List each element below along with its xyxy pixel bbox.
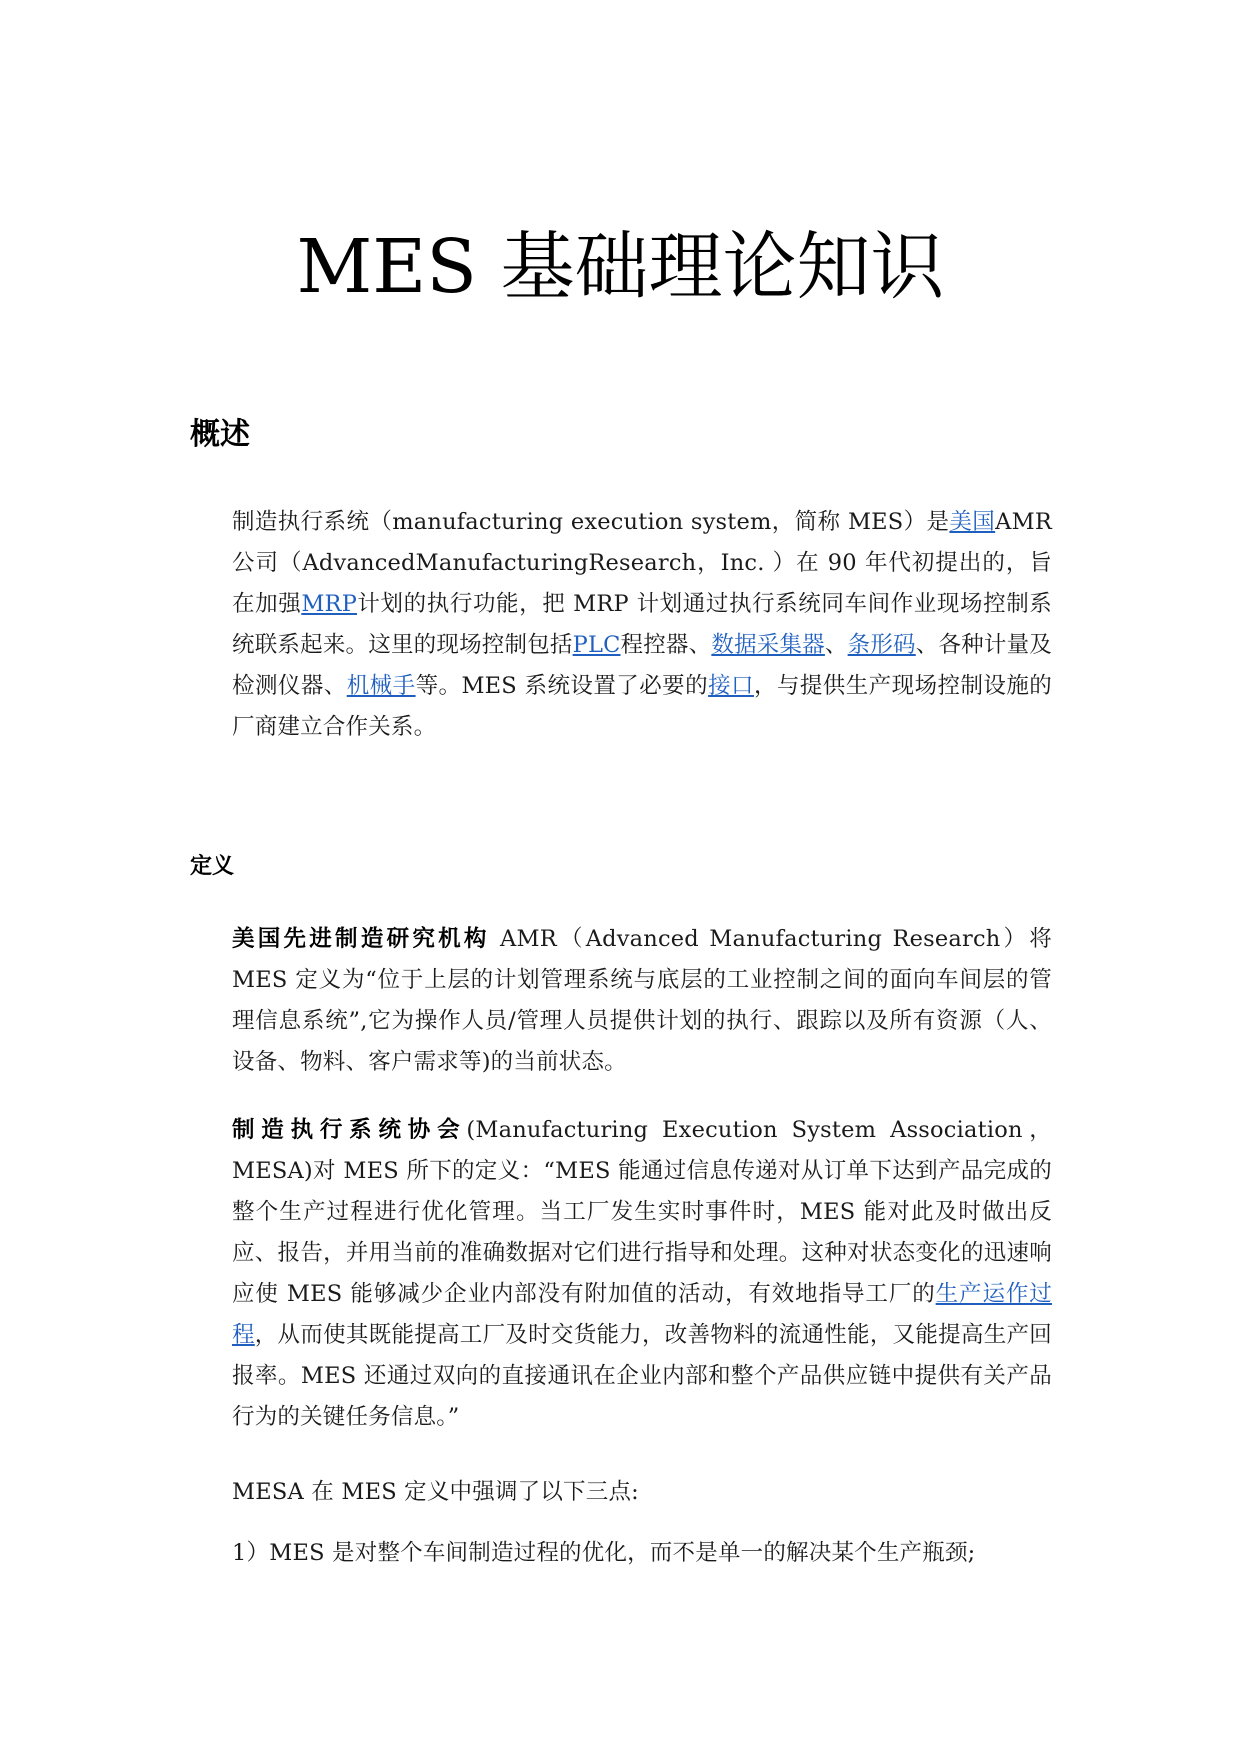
link-robot-arm[interactable]: 机械手 (346, 673, 416, 699)
section-heading-overview: 概述 (190, 417, 250, 452)
bold-term-mesa: 制造执行系统协会 (232, 1117, 467, 1143)
link-barcode[interactable]: 条形码 (847, 632, 916, 658)
text-segment: (Manufacturing Execution System Association，MESA)对 MES 所下的定义：“MES 能通过信息传递对从订单下达到产品完成的整个生产过程进行优化管理。当工厂发生实时事件时，MES 能对此及时做出反应、报告，并用当前的准确数据对它们进行指导和处理。这种对状态变化的迅速响应使 MES 能够减少企业内部没有附加值的活动，有效地指导工厂的 (232, 1117, 1052, 1307)
definition-paragraph-amr (232, 919, 1052, 1083)
document-title: MES 基础理论知识 (296, 224, 945, 310)
text-segment: AMR 公司（AdvancedManufacturingResearch，Inc. ）在 90 年代初提出的，旨在加强 (232, 509, 1052, 617)
text-segment: 制造执行系统（manufacturing execution system，简称 MES）是 (232, 509, 950, 535)
link-production-operation[interactable]: 生产运作过程 (232, 1281, 1052, 1348)
link-plc[interactable]: PLC (572, 632, 621, 658)
overview-paragraph (232, 502, 1052, 748)
text-segment: 计划的执行功能，把 MRP 计划通过执行系统同车间作业现场控制系统联系起来。这里的现场控制包括 (232, 591, 1052, 658)
link-data-collector[interactable]: 数据采集器 (711, 632, 825, 658)
text-segment: ，从而使其既能提高工厂及时交货能力，改善物料的流通性能，又能提高生产回报率。MES 还通过双向的直接通讯在企业内部和整个产品供应链中提供有关产品行为的关键任务信息。” (232, 1322, 1052, 1430)
text-segment: 、各种计量及检测仪器、 (232, 632, 1052, 699)
text-segment: AMR（Advanced Manufacturing Research）将 MES 定义为“位于上层的计划管理系统与底层的工业控制之间的面向车间层的管理信息系统”,它为操作人员/管理人员提供计划的执行、跟踪以及所有资源（人、设备、物料、客户需求等)的当前状态。 (232, 926, 1052, 1075)
section-heading-definition: 定义 (190, 854, 235, 879)
bold-term-amr: 美国先进制造研究机构 (232, 926, 490, 952)
link-interface[interactable]: 接口 (708, 673, 754, 699)
text-segment: ，与提供生产现场控制设施的厂商建立合作关系。 (232, 673, 1052, 740)
link-mrp[interactable]: MRP (301, 591, 358, 617)
definition-paragraph-mesa (232, 1110, 1052, 1438)
mesa-points-intro: MESA 在 MES 定义中强调了以下三点: (232, 1479, 639, 1505)
text-segment: 程控器、 (620, 632, 712, 658)
mesa-point-1: 1）MES 是对整个车间制造过程的优化，而不是单一的解决某个生产瓶颈; (232, 1540, 976, 1566)
link-usa[interactable]: 美国 (949, 509, 996, 535)
text-segment: 、 (824, 632, 848, 658)
text-segment: 等。MES 系统设置了必要的 (415, 673, 709, 699)
